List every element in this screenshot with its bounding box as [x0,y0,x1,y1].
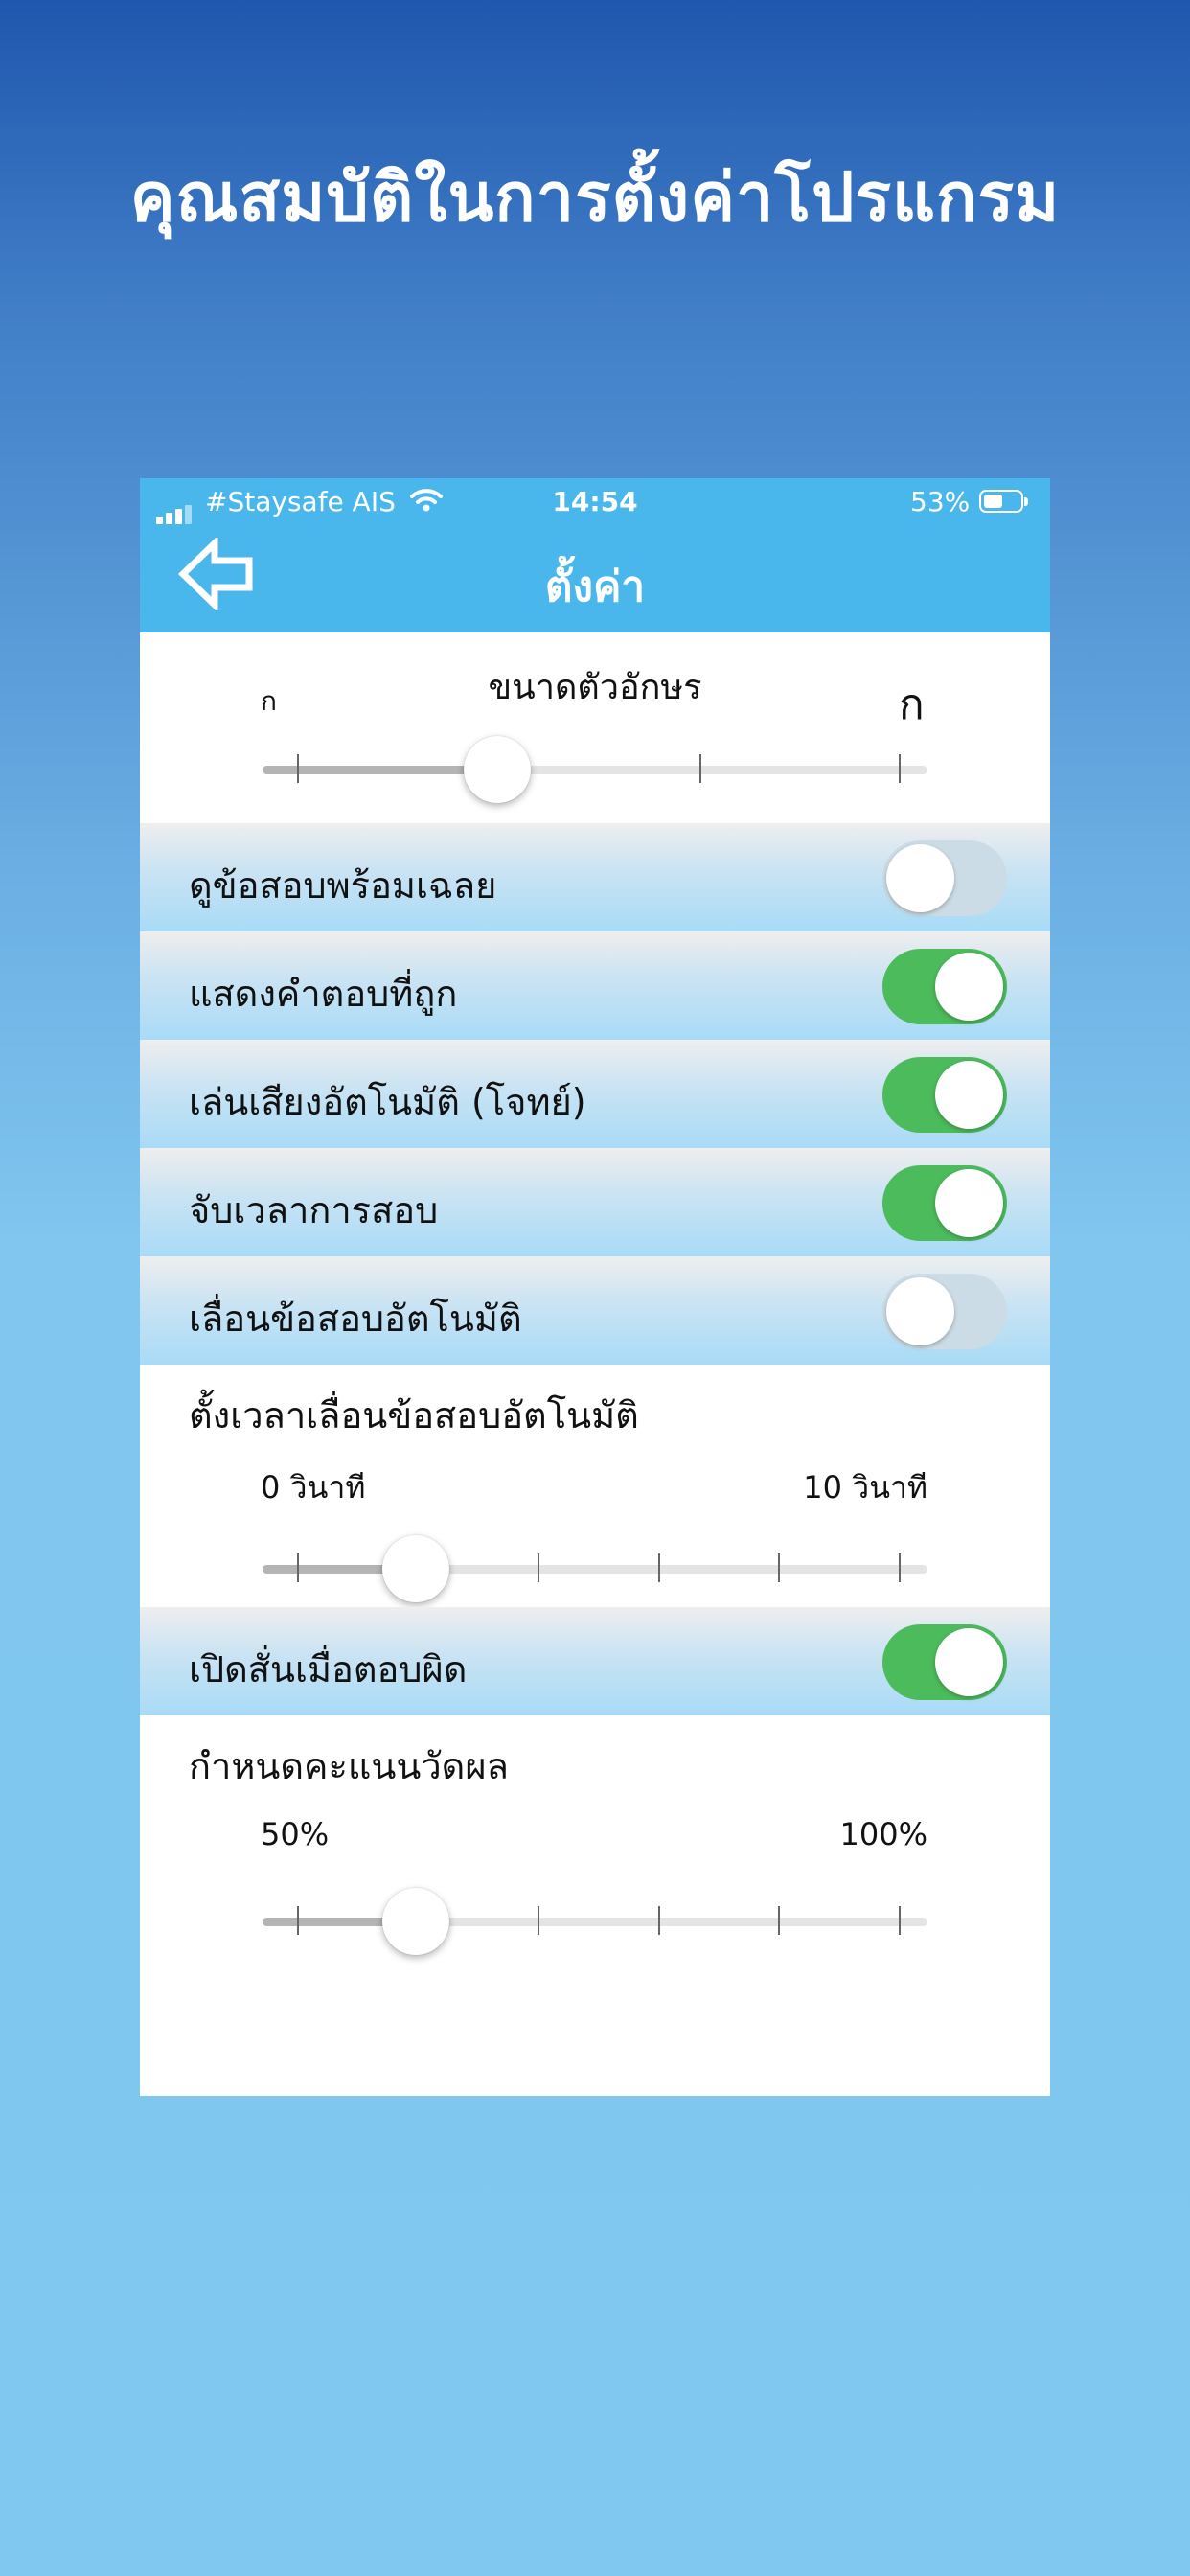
toggle-label: เลื่อนข้อสอบอัตโนมัติ [189,1298,522,1340]
auto-advance-min-label: 0 วินาที [261,1469,366,1506]
toggle-row-exam-timer [140,1148,1050,1256]
pass-score-section [140,1715,1050,2096]
pass-score-max-label: 100% [839,1816,927,1852]
toggle-label: ดูข้อสอบพร้อมเฉลย [189,864,497,907]
slider-tick [538,1553,539,1582]
slider-tick [297,1553,299,1582]
slider-thumb[interactable] [464,736,531,803]
toggle-row-auto-sound [140,1040,1050,1148]
slider-tick [297,1906,299,1935]
status-bar [140,478,1050,526]
pass-score-slider[interactable] [263,1893,927,1950]
toggle-row-auto-advance [140,1256,1050,1365]
nav-bar [140,478,1050,632]
toggle-label: จับเวลาการสอบ [189,1189,439,1231]
auto-advance-switch[interactable] [882,1274,1007,1349]
toggle-label: เล่นเสียงอัตโนมัติ (โจทย์) [189,1081,586,1123]
toggle-label: แสดงคำตอบที่ถูก [189,973,458,1015]
slider-tick [297,754,299,783]
font-size-title: ขนาดตัวอักษร [488,668,702,707]
font-size-slider[interactable] [263,741,927,798]
auto-advance-title: ตั้งเวลาเลื่อนข้อสอบอัตโนมัติ [189,1394,639,1437]
promo-title: คุณสมบัติในการตั้งค่าโปรแกรม [129,158,1061,237]
correct-answer-switch[interactable] [882,949,1007,1024]
font-size-large-label: ก [899,680,925,729]
toggle-row-vibrate [140,1607,1050,1715]
slider-tick [899,1553,901,1582]
show-answers-switch[interactable] [882,840,1007,916]
slider-tick [658,1906,660,1935]
slider-tick [699,754,701,783]
slider-tick [778,1906,780,1935]
pass-score-title: กำหนดคะแนนวัดผล [189,1745,509,1787]
auto-sound-switch[interactable] [882,1057,1007,1133]
slider-tick [658,1553,660,1582]
pass-score-min-label: 50% [261,1816,330,1852]
slider-tick [538,1906,539,1935]
slider-tick [899,1906,901,1935]
slider-tick [778,1553,780,1582]
slider-tick [899,754,901,783]
carrier-name: #Staysafe AIS [205,486,396,518]
battery-percent: 53% [910,486,971,518]
toggle-row-show-answers [140,823,1050,932]
auto-advance-slider[interactable] [263,1540,927,1598]
toggle-label: เปิดสั่นเมื่อตอบผิด [189,1648,468,1690]
font-size-section [140,632,1050,823]
battery-icon [979,490,1023,513]
slider-thumb[interactable] [382,1888,449,1955]
page-title: ตั้งค่า [544,563,646,611]
vibrate-switch[interactable] [882,1624,1007,1700]
auto-advance-max-label: 10 วินาที [803,1469,927,1506]
auto-advance-section [140,1365,1050,1607]
font-size-small-label: ก [261,685,277,717]
slider-thumb[interactable] [382,1535,449,1602]
app-screen [140,478,1050,2096]
toggle-row-correct-answer [140,932,1050,1040]
status-time: 14:54 [552,486,638,518]
exam-timer-switch[interactable] [882,1165,1007,1241]
